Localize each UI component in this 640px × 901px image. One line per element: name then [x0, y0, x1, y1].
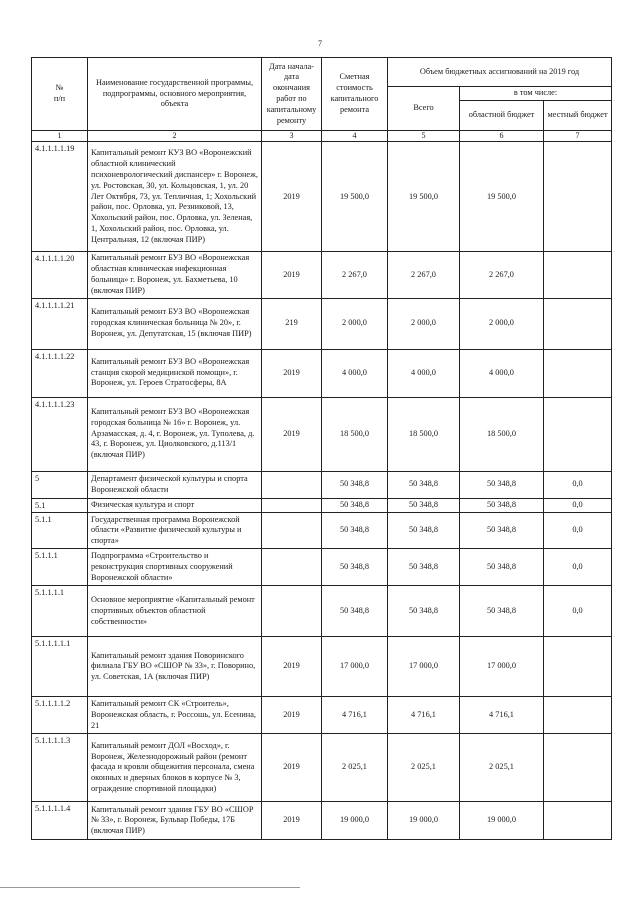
table-row [32, 298, 612, 349]
row-estimate: 4 716,1 [322, 697, 388, 734]
row-estimate: 50 348,8 [322, 498, 388, 513]
row-name: Государственная программа Воронежской области «Развитие физической культуры и спорта» [88, 513, 262, 549]
row-total: 50 348,8 [388, 586, 460, 637]
row-number: 4.1.1.1.1.20 [32, 252, 88, 298]
row-regional: 17 000,0 [460, 637, 544, 697]
row-local: 0,0 [544, 549, 612, 586]
row-date [262, 549, 322, 586]
header-regional: областной бюджет [460, 101, 544, 131]
row-local [544, 252, 612, 298]
column-index-row [32, 131, 612, 142]
row-total: 17 000,0 [388, 637, 460, 697]
row-date [262, 498, 322, 513]
row-date: 2019 [262, 637, 322, 697]
table-row [32, 586, 612, 637]
table-row [32, 397, 612, 471]
row-estimate: 2 267,0 [322, 252, 388, 298]
table-row [32, 252, 612, 298]
row-regional: 50 348,8 [460, 586, 544, 637]
row-regional: 4 000,0 [460, 349, 544, 397]
row-number: 5.1.1.1.1.1 [32, 637, 88, 697]
row-local [544, 697, 612, 734]
row-regional: 2 000,0 [460, 298, 544, 349]
header-dates: Дата начала-дата окончания работ по капитальному ремонту [262, 58, 322, 131]
row-date: 2019 [262, 734, 322, 802]
row-regional: 19 000,0 [460, 802, 544, 840]
row-local [544, 397, 612, 471]
table-row [32, 498, 612, 513]
row-local [544, 298, 612, 349]
header-local: местный бюджет [544, 101, 612, 131]
row-total: 50 348,8 [388, 471, 460, 498]
column-index: 4 [322, 131, 388, 142]
row-number: 5.1.1.1 [32, 549, 88, 586]
header-estimate: Сметная стоимость капитального ремонта [322, 58, 388, 131]
column-index: 3 [262, 131, 322, 142]
bottom-rule [0, 887, 300, 888]
row-name: Капитальный ремонт БУЗ ВО «Воронежская областная клиническая инфекционная больница» г. Воронеж, ул. Бахметьева, 10 (включая ПИР) [88, 252, 262, 298]
header-name: Наименование государственной программы, подпрограммы, основного мероприятия, объекта [88, 58, 262, 131]
row-date [262, 513, 322, 549]
row-local [544, 142, 612, 252]
row-estimate: 2 000,0 [322, 298, 388, 349]
row-name: Капитальный ремонт СК «Строитель», Воронежская область, г. Россошь, ул. Есенина, 21 [88, 697, 262, 734]
row-local: 0,0 [544, 586, 612, 637]
row-estimate: 2 025,1 [322, 734, 388, 802]
row-number: 4.1.1.1.1.22 [32, 349, 88, 397]
row-number: 5.1.1.1.1.4 [32, 802, 88, 840]
header-including: в том числе: [460, 87, 612, 101]
table-row [32, 637, 612, 697]
row-name: Капитальный ремонт БУЗ ВО «Воронежская городская больница № 16» г. Воронеж, ул. Арзамасская, д. 4, г. Воронеж, ул. Туполева, д. 43, г. Воронеж, ул. Циолковского, д.113/1 (включая ПИР) [88, 397, 262, 471]
row-local [544, 349, 612, 397]
row-total: 50 348,8 [388, 549, 460, 586]
row-local [544, 802, 612, 840]
row-date [262, 586, 322, 637]
row-regional: 50 348,8 [460, 498, 544, 513]
table-row [32, 513, 612, 549]
row-regional: 2 267,0 [460, 252, 544, 298]
row-regional: 50 348,8 [460, 513, 544, 549]
row-name: Капитальный ремонт БУЗ ВО «Воронежская станция скорой медицинской помощи», г. Воронеж, ул. Героев Стратосферы, 8А [88, 349, 262, 397]
row-name: Капитальный ремонт БУЗ ВО «Воронежская городская клиническая больница № 20», г. Воронеж, ул. Депутатская, 15 (включая ПИР) [88, 298, 262, 349]
row-total: 2 025,1 [388, 734, 460, 802]
row-name: Капитальный ремонт здания Поворинского филиала ГБУ ВО «СШОР № 33», г. Поворино, ул. Советская, 1А (включая ПИР) [88, 637, 262, 697]
header-num: № п/п [32, 58, 88, 131]
row-date [262, 471, 322, 498]
row-name: Капитальный ремонт ДОЛ «Восход», г. Воронеж, Железнодорожный район (ремонт фасада и кровли общежития персонала, смена оконных и дверных блоков в корпусе № 3, ограждение спортивной площадки) [88, 734, 262, 802]
row-estimate: 18 500,0 [322, 397, 388, 471]
row-estimate: 17 000,0 [322, 637, 388, 697]
header-volume: Объем бюджетных ассигнований на 2019 год [388, 58, 612, 87]
row-total: 50 348,8 [388, 513, 460, 549]
row-total: 19 000,0 [388, 802, 460, 840]
row-number: 4.1.1.1.1.19 [32, 142, 88, 252]
row-total: 50 348,8 [388, 498, 460, 513]
row-total: 4 716,1 [388, 697, 460, 734]
column-index: 1 [32, 131, 88, 142]
row-name: Подпрограмма «Строительство и реконструкция спортивных сооружений Воронежской области» [88, 549, 262, 586]
row-regional: 50 348,8 [460, 471, 544, 498]
row-estimate: 50 348,8 [322, 471, 388, 498]
row-number: 5.1 [32, 498, 88, 513]
row-name: Основное мероприятие «Капитальный ремонт спортивных объектов областной собственности» [88, 586, 262, 637]
row-number: 5.1.1 [32, 513, 88, 549]
row-estimate: 50 348,8 [322, 586, 388, 637]
table-row [32, 697, 612, 734]
row-estimate: 50 348,8 [322, 513, 388, 549]
row-date: 2019 [262, 697, 322, 734]
row-estimate: 50 348,8 [322, 549, 388, 586]
row-number: 5.1.1.1.1 [32, 586, 88, 637]
column-index: 2 [88, 131, 262, 142]
row-total: 19 500,0 [388, 142, 460, 252]
row-date: 2019 [262, 802, 322, 840]
row-local [544, 734, 612, 802]
row-date: 2019 [262, 252, 322, 298]
page-number: 7 [318, 39, 322, 48]
row-total: 2 267,0 [388, 252, 460, 298]
table-row [32, 349, 612, 397]
row-estimate: 19 000,0 [322, 802, 388, 840]
row-date: 219 [262, 298, 322, 349]
row-number: 5 [32, 471, 88, 498]
budget-table [31, 57, 612, 840]
row-number: 5.1.1.1.1.3 [32, 734, 88, 802]
column-index: 5 [388, 131, 460, 142]
row-date: 2019 [262, 349, 322, 397]
table-row [32, 802, 612, 840]
table-row [32, 471, 612, 498]
row-number: 4.1.1.1.1.23 [32, 397, 88, 471]
row-number: 5.1.1.1.1.2 [32, 697, 88, 734]
row-date: 2019 [262, 397, 322, 471]
table-row [32, 734, 612, 802]
row-local [544, 637, 612, 697]
row-regional: 2 025,1 [460, 734, 544, 802]
table-row [32, 142, 612, 252]
row-regional: 50 348,8 [460, 549, 544, 586]
row-total: 2 000,0 [388, 298, 460, 349]
row-total: 18 500,0 [388, 397, 460, 471]
row-name: Капитальный ремонт здания ГБУ ВО «СШОР № 33», г. Воронеж, Бульвар Победы, 17Б (включая ПИР) [88, 802, 262, 840]
row-name: Капитальный ремонт КУЗ ВО «Воронежский областной клинический психоневрологический диспансер» г. Воронеж, ул. Ростовская, 30, ул. Кольцовская, 1, ул. 20 Лет Октября, 73, ул. Тепличная, 1; Хохольский район, пос. Орловка, ул. Резниковой, 13, Хохольский район, пос. Орловка, ул. Зеленая, 1, Хохольский район, пос. Орловка, ул. Центральная, 12 (включая ПИР) [88, 142, 262, 252]
table-body [32, 142, 612, 840]
row-regional: 19 500,0 [460, 142, 544, 252]
row-date: 2019 [262, 142, 322, 252]
row-regional: 18 500,0 [460, 397, 544, 471]
row-name: Физическая культура и спорт [88, 498, 262, 513]
row-local: 0,0 [544, 513, 612, 549]
row-number: 4.1.1.1.1.21 [32, 298, 88, 349]
table-row [32, 549, 612, 586]
column-index: 6 [460, 131, 544, 142]
row-estimate: 4 000,0 [322, 349, 388, 397]
column-index: 7 [544, 131, 612, 142]
row-local: 0,0 [544, 471, 612, 498]
header-total: Всего [388, 87, 460, 131]
row-estimate: 19 500,0 [322, 142, 388, 252]
row-local: 0,0 [544, 498, 612, 513]
row-regional: 4 716,1 [460, 697, 544, 734]
row-name: Департамент физической культуры и спорта Воронежской области [88, 471, 262, 498]
row-total: 4 000,0 [388, 349, 460, 397]
